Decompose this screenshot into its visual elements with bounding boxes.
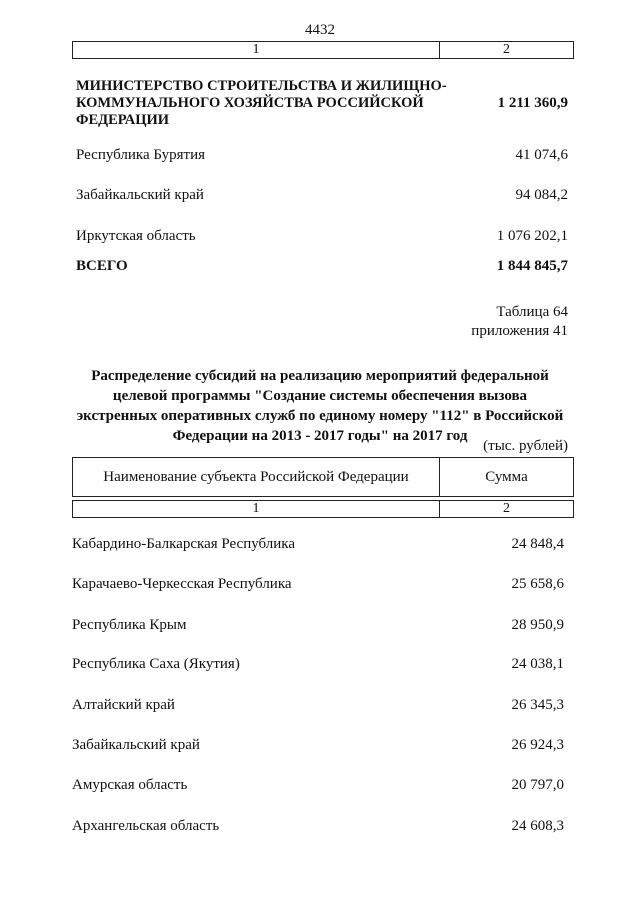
region-value: 25 658,6 — [511, 576, 564, 592]
header-region-name: Наименование субъекта Российской Федерации — [73, 458, 440, 496]
region-name: Республика Бурятия — [76, 147, 206, 163]
units-label: (тыс. рублей) — [483, 438, 568, 454]
title-line: Федерации на 2013 - 2017 годы" на 2017 год — [172, 428, 468, 444]
table-row — [72, 617, 564, 634]
region-name: Республика Крым — [72, 617, 187, 633]
table-row — [72, 777, 564, 794]
region-name: Карачаево-Черкесская Республика — [72, 576, 292, 592]
table-row — [72, 536, 564, 553]
ministry-name: МИНИСТЕРСТВО СТРОИТЕЛЬСТВА И ЖИЛИЩНО-КОММУНАЛЬНОГО ХОЗЯЙСТВА РОССИЙСКОЙ ФЕДЕРАЦИИ — [76, 78, 447, 128]
page-title — [60, 366, 580, 446]
col-number-2: 2 — [503, 501, 510, 516]
region-value: 26 924,3 — [511, 737, 564, 753]
col-number-2: 2 — [503, 42, 510, 57]
table-row — [76, 147, 568, 164]
region-name: Архангельская область — [72, 818, 220, 834]
region-name: Алтайский край — [72, 697, 175, 713]
ministry-row — [76, 78, 568, 129]
region-value: 24 608,3 — [511, 818, 564, 834]
region-name: Иркутская область — [76, 228, 196, 244]
top-table-col-numbers — [72, 41, 574, 59]
table-number: Таблица 64 — [496, 304, 568, 320]
table-header — [72, 457, 574, 497]
table-row — [76, 228, 568, 245]
region-name: Кабардино-Балкарская Республика — [72, 536, 296, 552]
region-value: 94 084,2 — [515, 187, 568, 203]
header-amount: Сумма — [485, 468, 528, 485]
page-number: 4432 — [305, 22, 335, 38]
col-number-1: 1 — [73, 42, 440, 58]
total-row — [76, 258, 568, 275]
table-row — [76, 187, 568, 204]
region-name: Забайкальский край — [76, 187, 204, 203]
table-col-numbers — [72, 500, 574, 518]
region-value: 28 950,9 — [511, 617, 564, 633]
table-row — [72, 656, 564, 673]
region-name: Забайкальский край — [72, 737, 200, 753]
total-label: ВСЕГО — [76, 258, 128, 274]
total-value: 1 844 845,7 — [496, 258, 568, 274]
region-value: 24 848,4 — [511, 536, 564, 552]
appendix-number: приложения 41 — [471, 323, 568, 339]
region-value: 20 797,0 — [511, 777, 564, 793]
ministry-value: 1 211 360,9 — [497, 95, 568, 111]
region-value: 26 345,3 — [511, 697, 564, 713]
region-value: 41 074,6 — [515, 147, 568, 163]
title-line: экстренных оперативных служб по единому номеру "112" в Российской — [76, 408, 564, 424]
title-line: Распределение субсидий на реализацию мероприятий федеральной — [91, 368, 549, 384]
table-row — [72, 818, 564, 835]
col-number-1: 1 — [73, 501, 440, 517]
table-row — [72, 576, 564, 593]
region-name: Республика Саха (Якутия) — [72, 656, 240, 672]
region-value: 1 076 202,1 — [496, 228, 568, 244]
table-row — [72, 737, 564, 754]
region-value: 24 038,1 — [511, 656, 564, 672]
table-reference — [471, 303, 568, 341]
region-name: Амурская область — [72, 777, 188, 793]
title-line: целевой программы "Создание системы обеспечения вызова — [112, 388, 528, 404]
table-row — [72, 697, 564, 714]
